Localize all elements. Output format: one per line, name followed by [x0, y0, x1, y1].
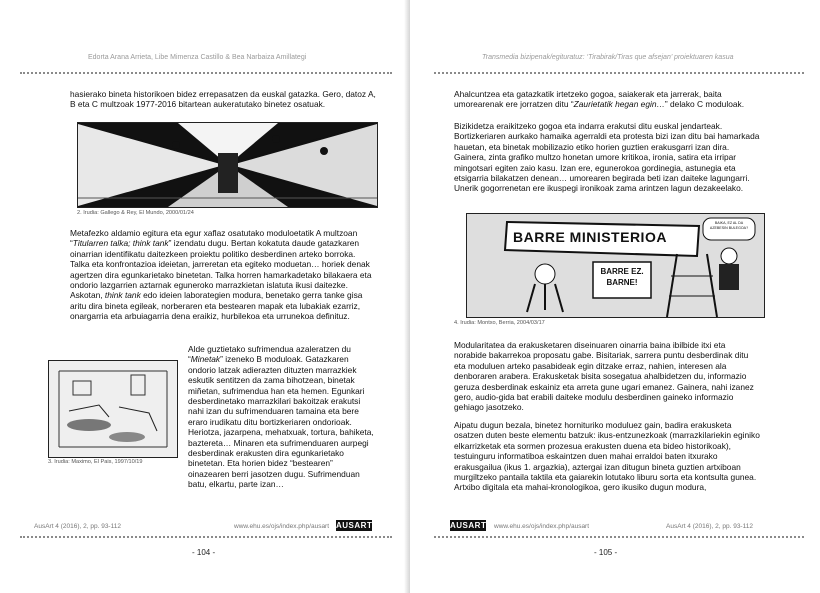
figure-2-caption: 2. Irudia: Gallego & Rey, El Mundo, 2000/01/24 [77, 210, 194, 216]
right-paragraph-1: Ahalcuntzea eta gatazkatik irtetzeko gogoa, saiakerak eta jarrerak, baita umorearenak ere jorratzen ditu “Zaurietatik hegan egin…” delako C moduloak. [454, 89, 745, 110]
figure-3-cartoon [48, 360, 178, 458]
left-page-number: - 104 - [192, 548, 216, 557]
right-page-number: - 105 - [594, 548, 618, 557]
figure-4-cartoon [466, 213, 765, 318]
figure-2-cartoon [77, 122, 378, 208]
left-paragraph-2: Metafezko aldamio egitura eta egur xaflaz osatutako moduloetatik A multzoan “Titularren talka; think tank” izendatu dugu. Bertan kokatuta daude gatazkaren oinarrian identifikatu daitezkeen proiektu politiko desberdinen arteko borroka. Talka eta konfrontazioa ideietan, jarreretan eta egiteko moduetan… horiek denak agertzen dira egunkarietako binetetan. Talka horren hamarkadetako bilakaera eta ondorio lazgarrien aztarnak eguneroko marrazkietan islatuta ikusi daitezke. Askotan, think tank edo ideien laborategien modura, benetako gerra tanke gisa aritu dira bineta egileak, norberaren eta bestearen mapak eta lubakiak ezarriz, onargarria eta arbuiagarria dena eraikiz, hurbilekoa eta urrunekoa definituz. [70, 228, 372, 322]
right-header-rule [434, 72, 804, 74]
figure-3-caption: 3. Irudia: Maximo, El Pais, 1997/10/19 [48, 459, 143, 465]
ausart-logo: AUSART [336, 521, 373, 530]
left-header-rule [20, 72, 392, 74]
right-paragraph-4: Aipatu dugun bezala, binetez hornituriko moduluez gain, badira erakusketa osatzen duten beste elementu batzuk: ikus-entzunezkoak (marrazkilariekin eginiko elkarrizketak eta sormen prozesua erakusten duena eta bideo historikoak), testuinguru informatiboa eskaintzen duen mahai erraldoi baten itxurako erakusgailua (ikus 1. argazkia), aztergai izan ditugun bineta guztien artxiboan murgiltzeko pantaila taktila eta gaiarekin lotutako liburu sorta eta kontsulta gunea. Artxibo digitala eta mahai-kronologikoa, gero ikusiko dugun modura, [454, 420, 760, 493]
cartoon-torture-image [49, 361, 177, 457]
cartoon-scaffold-image [78, 123, 377, 207]
right-footer-rule [434, 536, 804, 538]
ministry-sign-text: BARRE MINISTERIOA [513, 229, 667, 245]
right-paragraph-2: Bizikidetza eraikitzeko gogoa eta indarra erakutsi ditu euskal jendarteak. Bortizkeriaren aurkako hamaika agerraldi eta protesta bizi izan ditu bai hamarkada hauetan, eta binetak mobilizazio etiko horien guztien erakusgarri izan dira. Gainera, zinta grafiko multzo honetan umore kritikoa, ironia, satira eta irripar mingotsari egiten zaio kasu. Izan ere, egunerokoa gordinegia, astunegia eta etsigarria bilakatzen denean… umorearen begirada beti izan daiteke lagungarri. Unerik gogorrenetan ere ikuspegi ironikoak zama arintzen lagun dezakeelako. [454, 121, 760, 194]
ausart-logo-right: AUSART [450, 521, 487, 530]
right-footer-url[interactable]: www.ehu.es/ojs/index.php/ausart [494, 523, 590, 530]
figure-4-caption: 4. Irudia: Montxo, Berria, 2004/03/17 [454, 320, 545, 326]
left-paragraph-3: Alde guztietako sufrimendua azaleratzen du “Minetak” izeneko B moduloak. Gatazkaren ondorio latzak adierazten dituzten marrazkiek eskutik sentitzen da zama bihotzean, binetak miñetan, sufrimendua han eta hemen. Egunkari desberdinetako marrazkilari bakoitzak erakutsi nahi izan du sufrimenduaren tamaina eta bere eraro irudikatu ditu bortizkeriaren ondorioak. Heriotza, jazarpena, mehatxuak, tortura, bahiketa, baztereta… Minaren eta sufrimenduaren aurpegi desberdinak erakusten dira egunkarietako binetetan. Eta horien bidez “bestearen” oinazearen berri jasotzen dugu. Sufrimenduan batu, elkartu, parte izan… [188, 344, 374, 490]
left-footer-url[interactable]: www.ehu.es/ojs/index.php/ausart [234, 523, 330, 530]
board-text: BARRE EZ. BARNE! [600, 267, 644, 287]
right-running-header: Transmedia bizipenak/egituratuz: ‘Tirabirak/Tiras que afsejan’ proiektuaren kasua [482, 54, 734, 61]
left-footer-reference: AusArt 4 (2016), 2, pp. 93-112 [34, 523, 121, 530]
speech-bubble-text: BAIKA, EZ AL DA AZEBESIN BULEGOA? [709, 221, 749, 230]
left-paragraph-1: hasierako bineta historikoen bidez errepasatzen da euskal gatazka. Gero, datoz A, B eta C multzoak 1977-2016 bitartean aukeratutako binetez osatuak. [70, 89, 376, 110]
right-footer-reference: AusArt 4 (2016), 2, pp. 93-112 [666, 523, 753, 530]
right-page [410, 0, 820, 593]
left-running-header: Edorta Arana Arrieta, Libe Mimenza Castillo & Bea Narbaiza Amillategi [88, 54, 307, 61]
right-paragraph-3: Modularitatea da erakusketaren diseinuaren oinarria baina ibilbide itxi eta norabide bakarrekoa proposatu gabe. Bisitariak, sarrera puntu desberdinak ditu eta moduluen arteko pasabideak egin ditzake erraz, nahien, interesen ala denboraren arabera. Erakusketak bisita sosegatua ahalbidetzen du, informazio geruza desberdinak eskainiz eta arreta gune ugari emanez. Gainera, nahi izanez gero, audio-gida bat erabili daiteke modulu desberdinen gaineko informazio gehiago jasotzeko. [454, 340, 754, 413]
left-footer-rule [20, 536, 392, 538]
